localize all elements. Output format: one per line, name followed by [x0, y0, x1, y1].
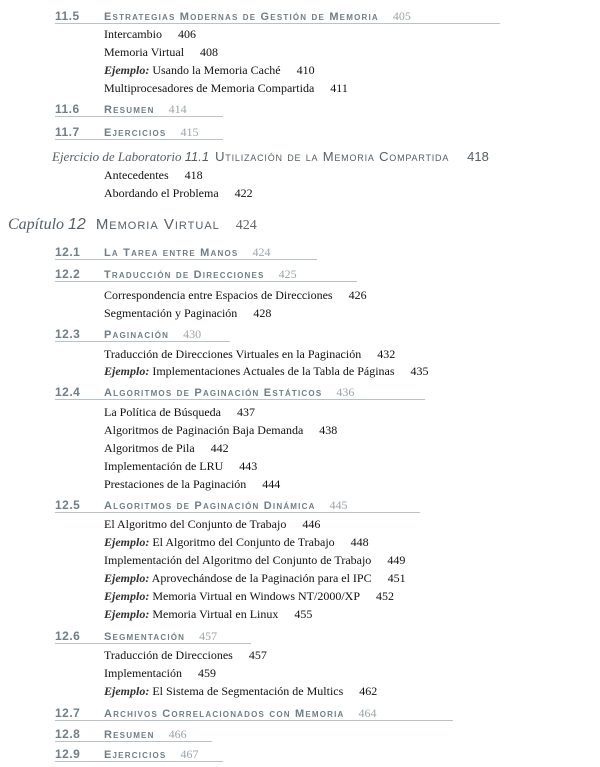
toc-entry: Implementación de LRU 443 [104, 459, 258, 473]
toc-entry: Ejemplo: El Sistema de Segmentación de Multics 462 [104, 684, 378, 698]
section-rule [55, 23, 500, 24]
toc-entry: Multiprocesadores de Memoria Compartida 411 [104, 81, 348, 95]
toc-entry: Ejemplo: Memoria Virtual en Windows NT/2000/XP 452 [104, 589, 394, 603]
section-rule [55, 341, 230, 342]
toc-entry: Ejemplo: Memoria Virtual en Linux 455 [104, 607, 313, 621]
toc-entry: Memoria Virtual 408 [104, 45, 219, 59]
section-rule [55, 399, 425, 400]
toc-entry: Antecedentes 418 [104, 168, 203, 182]
toc-entry: Intercambio 406 [104, 27, 196, 41]
section-rule [55, 281, 357, 282]
toc-entry: Implementación 459 [104, 666, 216, 680]
section-rule [55, 116, 223, 117]
section-number: 11.5 [55, 9, 80, 23]
section-rule [55, 643, 251, 644]
toc-entry: Ejemplo: Implementaciones Actuales de la Tabla de Páginas 435 [104, 364, 429, 378]
section-rule [55, 761, 223, 762]
toc-entry: Correspondencia entre Espacios de Direcciones 426 [104, 288, 367, 302]
toc-entry: Ejemplo: Usando la Memoria Caché 410 [104, 63, 315, 77]
toc-page: 11.5 Estrategias Modernas de Gestión de Memoria 405 Intercambio 406 Memoria Virtual 408 Ejemplo: Usando la Memoria Caché 410 Multiprocesadores de Memoria Compartida 411 11.6 Resumen 414 11.7 Ejercicios 415 Ejercicio de Laboratorio 11.1 Utilización de la Memoria Compartida 418 Antecedentes 418 Abordando el Problema 422 Capítulo 12 Memoria Virtual 424 12.1 La Tarea entre Manos 424 12.2 Traducción de Direcciones 425 Correspondencia entre Espacios de Direcciones 426 Segmentación y Paginación 428 12.3 Paginación 430 Traducción de Direcciones Virtuales en la Paginación 432 Ejemplo: Implementaciones Actuales de la Tabla de Páginas 435 12.4 Algoritmos de Paginación Estáticos 436 La Política de Búsqueda 437 Algoritmos de Paginación Baja Demanda 438 Algoritmos de Pila 442 Implementación de LRU 443 Prestaciones de la Paginación 444 12.5 Algoritmos de Paginación Dinámica 445 El Algoritmo del Conjunto de Trabajo 446 Ejemplo: El Algoritmo del Conjunto de Trabajo 448 Implementación del Algoritmo del Conjunto de Trabajo 449 Ejemplo: Aprovechándose de la Paginación para el IPC 451 Ejemplo: Memoria Virtual en Windows NT/2000/XP 452 Ejemplo: Memoria Virtual en Linux 455 12.6 Segmentación 457 Traducción de Direcciones 457 Implementación 459 Ejemplo: El Sistema de Segmentación de Multics 462 12.7 Archivos Correlacionados con Memoria 464 12.8 Resumen 466 12.9 Ejercicios 467 [0, 0, 600, 767]
toc-entry: Traducción de Direcciones 457 [104, 648, 267, 662]
toc-entry: Segmentación y Paginación 428 [104, 306, 272, 320]
section-page: 405 [392, 9, 411, 23]
toc-entry: Implementación del Algoritmo del Conjunto de Trabajo 449 [104, 553, 406, 567]
toc-entry: La Política de Búsqueda 437 [104, 405, 255, 419]
toc-entry: Algoritmos de Pila 442 [104, 441, 229, 455]
section-rule [55, 741, 212, 742]
section-rule [55, 512, 420, 513]
chapter-heading: Capítulo 12 Memoria Virtual 424 [8, 216, 257, 233]
toc-entry: Ejemplo: Aprovechándose de la Paginación para el IPC 451 [104, 571, 406, 585]
section-rule [55, 139, 223, 140]
toc-entry: Traducción de Direcciones Virtuales en la Paginación 432 [104, 347, 396, 361]
section-rule [55, 259, 317, 260]
toc-entry: El Algoritmo del Conjunto de Trabajo 446 [104, 517, 321, 531]
toc-entry: Ejemplo: El Algoritmo del Conjunto de Trabajo 448 [104, 535, 369, 549]
section-title: Estrategias Modernas de Gestión de Memoria 405 [104, 9, 411, 23]
toc-entry: Abordando el Problema 422 [104, 186, 253, 200]
toc-entry: Algoritmos de Paginación Baja Demanda 438 [104, 423, 338, 437]
section-rule [55, 720, 453, 721]
toc-entry: Prestaciones de la Paginación 444 [104, 477, 281, 491]
lab-exercise-heading: Ejercicio de Laboratorio 11.1 Utilización de la Memoria Compartida 418 [52, 149, 489, 164]
